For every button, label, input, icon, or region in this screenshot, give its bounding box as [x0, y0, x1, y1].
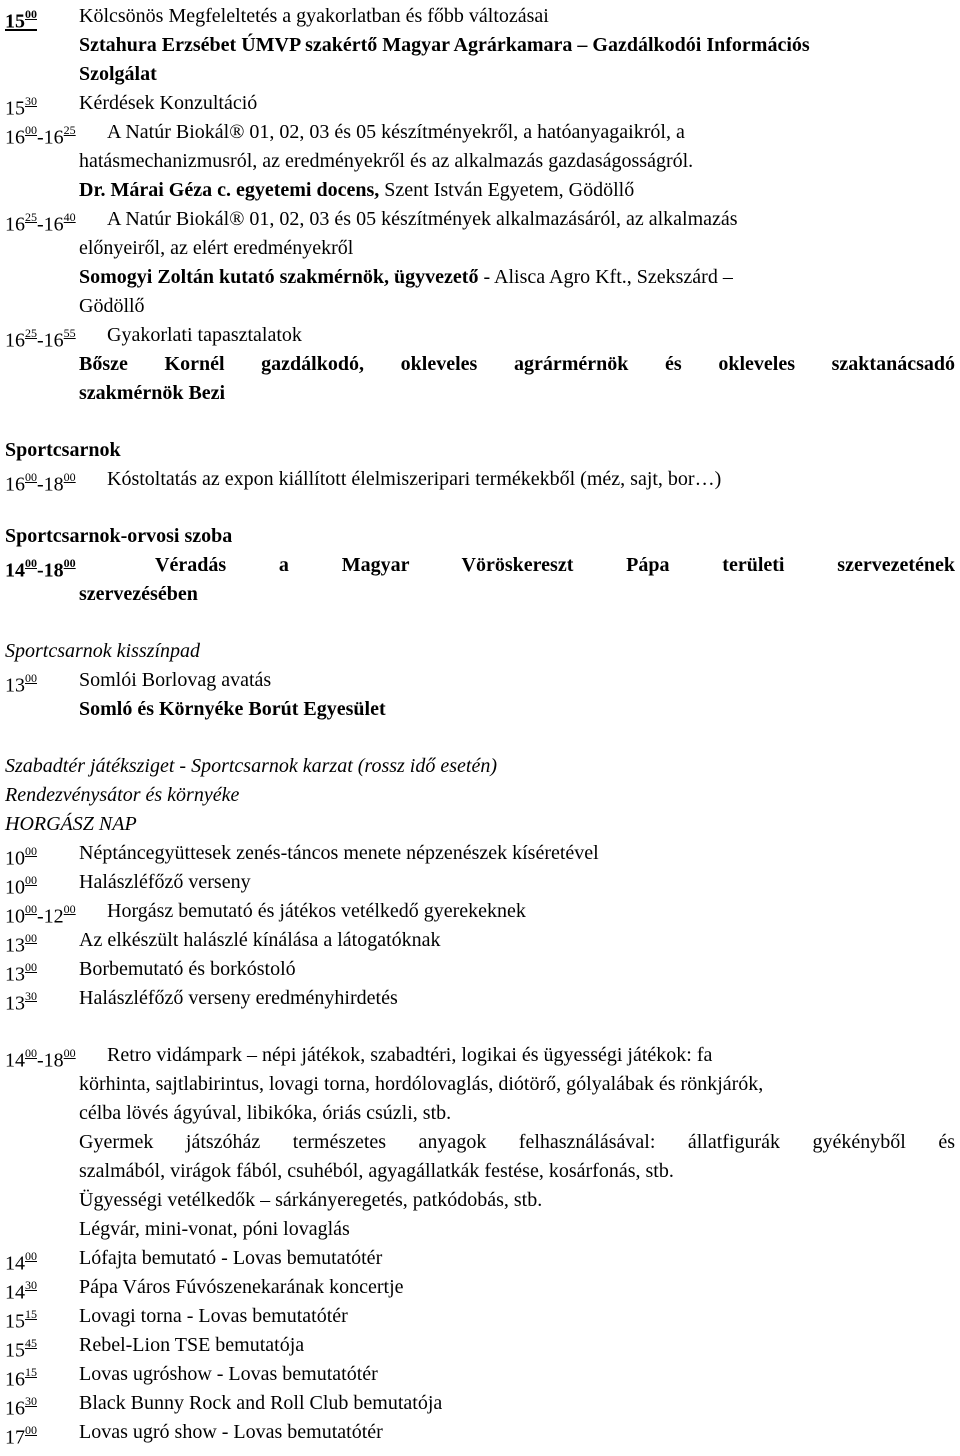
- event-line: [5, 1186, 955, 1215]
- event-title: Lovas ugró show - Lovas bemutatótér: [79, 1421, 383, 1443]
- event-title: Lovagi torna - Lovas bemutatótér: [79, 1305, 348, 1327]
- time-label: $16^{15}$: [5, 1365, 37, 1391]
- time-range-label: $16^{00}-18^{00}$: [5, 470, 76, 496]
- event-line: [5, 1099, 955, 1128]
- schedule-row: [5, 1418, 955, 1447]
- schedule-row: [5, 897, 955, 926]
- time-label: $17^{00}$: [5, 1423, 37, 1449]
- speaker-line: [5, 60, 955, 89]
- schedule-row: [5, 1273, 955, 1302]
- schedule-row: [5, 551, 955, 580]
- schedule-row: [5, 321, 955, 350]
- schedule-document: [5, 2, 955, 1447]
- time-range-label: $14^{00}-18^{00}$: [5, 556, 76, 582]
- event-line: [5, 234, 955, 263]
- time-label: $16^{30}$: [5, 1394, 37, 1420]
- time-label: $14^{30}$: [5, 1278, 37, 1304]
- speaker-line: [5, 695, 955, 724]
- event-description: Ügyességi vetélkedők – sárkányeregetés, patkódobás, stb.: [79, 1189, 543, 1211]
- schedule-row: [5, 955, 955, 984]
- schedule-row: [5, 926, 955, 955]
- event-title: Véradás a Magyar Vöröskereszt Pápa területi szervezetének: [155, 554, 955, 576]
- venue-heading-row: [5, 752, 955, 781]
- schedule-row: [5, 205, 955, 234]
- schedule-row: [5, 984, 955, 1013]
- event-title: Pápa Város Fúvószenekarának koncertje: [79, 1276, 404, 1298]
- schedule-row: [5, 1331, 955, 1360]
- venue-subheading: Rendezvénysátor és környéke: [5, 784, 240, 806]
- time-label: $13^{30}$: [5, 989, 37, 1015]
- speaker-line: [5, 176, 955, 205]
- venue-heading: Sportcsarnok-orvosi szoba: [5, 525, 233, 547]
- event-description: célba lövés ágyúval, libikóka, óriás csúzli, stb.: [79, 1102, 452, 1124]
- venue-heading-row: [5, 781, 955, 810]
- venue-heading-row: [5, 637, 955, 666]
- event-title: Retro vidámpark – népi játékok, szabadtéri, logikai és ügyességi játékok: fa: [107, 1044, 713, 1066]
- event-description: Légvár, mini-vonat, póni lovaglás: [79, 1218, 350, 1240]
- event-title-cont: szervezésében: [79, 583, 198, 605]
- time-label: $15^{00}$: [5, 7, 37, 33]
- time-label: $15^{30}$: [5, 94, 37, 120]
- venue-heading-row: [5, 436, 955, 465]
- event-description: Gyermek játszóház természetes anyagok felhasználásával: állatfigurák gyékényből és: [79, 1131, 955, 1153]
- time-range-label: $16^{25}-16^{40}$: [5, 210, 76, 236]
- event-title: Néptáncegyüttesek zenés-táncos menete népzenészek kíséretével: [79, 842, 599, 864]
- speaker-line: [5, 350, 955, 379]
- time-label: $13^{00}$: [5, 671, 37, 697]
- event-line: [5, 580, 955, 609]
- schedule-row: [5, 2, 955, 31]
- time-label: $15^{15}$: [5, 1307, 37, 1333]
- event-line: [5, 147, 955, 176]
- speaker-name: Dr. Márai Géza c. egyetemi docens,: [79, 179, 380, 201]
- event-title: Halászléfőző verseny eredményhirdetés: [79, 987, 398, 1009]
- event-title: Lófajta bemutató - Lovas bemutatótér: [79, 1247, 383, 1269]
- day-heading: HORGÁSZ NAP: [5, 813, 137, 835]
- event-title: Somlói Borlovag avatás: [79, 669, 272, 691]
- venue-heading: Szabadtér játéksziget - Sportcsarnok karzat (rossz idő esetén): [5, 755, 497, 777]
- time-range-label: $16^{25}-16^{55}$: [5, 326, 76, 352]
- event-title: Gyakorlati tapasztalatok: [107, 324, 302, 346]
- schedule-row: [5, 1302, 955, 1331]
- schedule-row: [5, 118, 955, 147]
- schedule-row: [5, 89, 955, 118]
- time-label: $13^{00}$: [5, 960, 37, 986]
- speaker-info: [79, 263, 955, 292]
- organizer-name: Somló és Környéke Borút Egyesület: [79, 698, 386, 720]
- schedule-row: [5, 666, 955, 695]
- event-title: Halászléfőző verseny: [79, 871, 251, 893]
- schedule-row: [5, 1389, 955, 1418]
- speaker-line: [5, 31, 955, 60]
- time-range-label: $16^{00}-16^{25}$: [5, 123, 76, 149]
- event-line: [5, 1070, 955, 1099]
- speaker-org: Szent István Egyetem, Gödöllő: [379, 179, 635, 201]
- event-title: Borbemutató és borkóstoló: [79, 958, 296, 980]
- event-line: [5, 1215, 955, 1244]
- speaker-org: Szolgálat: [79, 63, 157, 85]
- event-title: A Natúr Biokál® 01, 02, 03 és 05 készítmények alkalmazásáról, az alkalmazás: [107, 208, 738, 230]
- time-range-label: $10^{00}-12^{00}$: [5, 902, 76, 928]
- event-description: szalmából, virágok fából, csuhéból, agyagállatkák festése, kosárfonás, stb.: [79, 1160, 674, 1182]
- day-heading-row: [5, 810, 955, 839]
- event-description: körhinta, sajtlabirintus, lovagi torna, hordólovaglás, diótörő, gólyalábak és rönkjárók,: [79, 1073, 764, 1095]
- event-title: Lovas ugróshow - Lovas bemutatótér: [79, 1363, 378, 1385]
- event-title: Rebel-Lion TSE bemutatója: [79, 1334, 305, 1356]
- venue-heading: Sportcsarnok kisszínpad: [5, 640, 200, 662]
- event-line: [5, 1128, 955, 1157]
- event-title-cont: hatásmechanizmusról, az eredményekről és az alkalmazás gazdaságosságról.: [79, 150, 694, 172]
- venue-heading-row: [5, 522, 955, 551]
- event-title: Horgász bemutató és játékos vetélkedő gyerekeknek: [107, 900, 526, 922]
- speaker-info: [79, 176, 955, 205]
- time-label: $14^{00}$: [5, 1249, 37, 1275]
- time-label: $10^{00}$: [5, 873, 37, 899]
- time-range-label: $14^{00}-18^{00}$: [5, 1046, 76, 1072]
- speaker-name: Somogyi Zoltán kutató szakmérnök, ügyvezető: [79, 266, 479, 288]
- event-title: A Natúr Biokál® 01, 02, 03 és 05 készítményekről, a hatóanyagaikról, a: [107, 121, 685, 143]
- schedule-row: [5, 1244, 955, 1273]
- event-title: Kóstoltatás az expon kiállított élelmiszeripari termékekből (méz, sajt, bor…): [107, 468, 722, 490]
- speaker-line: [5, 379, 955, 408]
- speaker-org-cont: Gödöllő: [79, 295, 145, 317]
- speaker-name-cont: szakmérnök Bezi: [79, 382, 226, 404]
- event-line: [5, 1157, 955, 1186]
- event-title: Az elkészült halászlé kínálása a látogatóknak: [79, 929, 441, 951]
- schedule-row: [5, 1360, 955, 1389]
- event-title: Black Bunny Rock and Roll Club bemutatója: [79, 1392, 443, 1414]
- event-title-cont: előnyeiről, az elért eredményekről: [79, 237, 354, 259]
- event-title: Kölcsönös Megfeleltetés a gyakorlatban és főbb változásai: [79, 5, 549, 27]
- schedule-row: [5, 1041, 955, 1070]
- speaker-line: [5, 292, 955, 321]
- schedule-row: [5, 839, 955, 868]
- speaker-name: Sztahura Erzsébet ÚMVP szakértő Magyar Agrárkamara – Gazdálkodói Információs: [79, 34, 810, 56]
- time-label: $13^{00}$: [5, 931, 37, 957]
- schedule-row: [5, 465, 955, 494]
- event-title: Kérdések Konzultáció: [79, 92, 258, 114]
- speaker-org: - Alisca Agro Kft., Szekszárd –: [478, 266, 733, 288]
- speaker-line: [5, 263, 955, 292]
- time-label: $15^{45}$: [5, 1336, 37, 1362]
- time-label: $10^{00}$: [5, 844, 37, 870]
- venue-heading: Sportcsarnok: [5, 439, 121, 461]
- speaker-name: Bősze Kornél gazdálkodó, okleveles agrármérnök és okleveles szaktanácsadó: [79, 353, 955, 375]
- schedule-row: [5, 868, 955, 897]
